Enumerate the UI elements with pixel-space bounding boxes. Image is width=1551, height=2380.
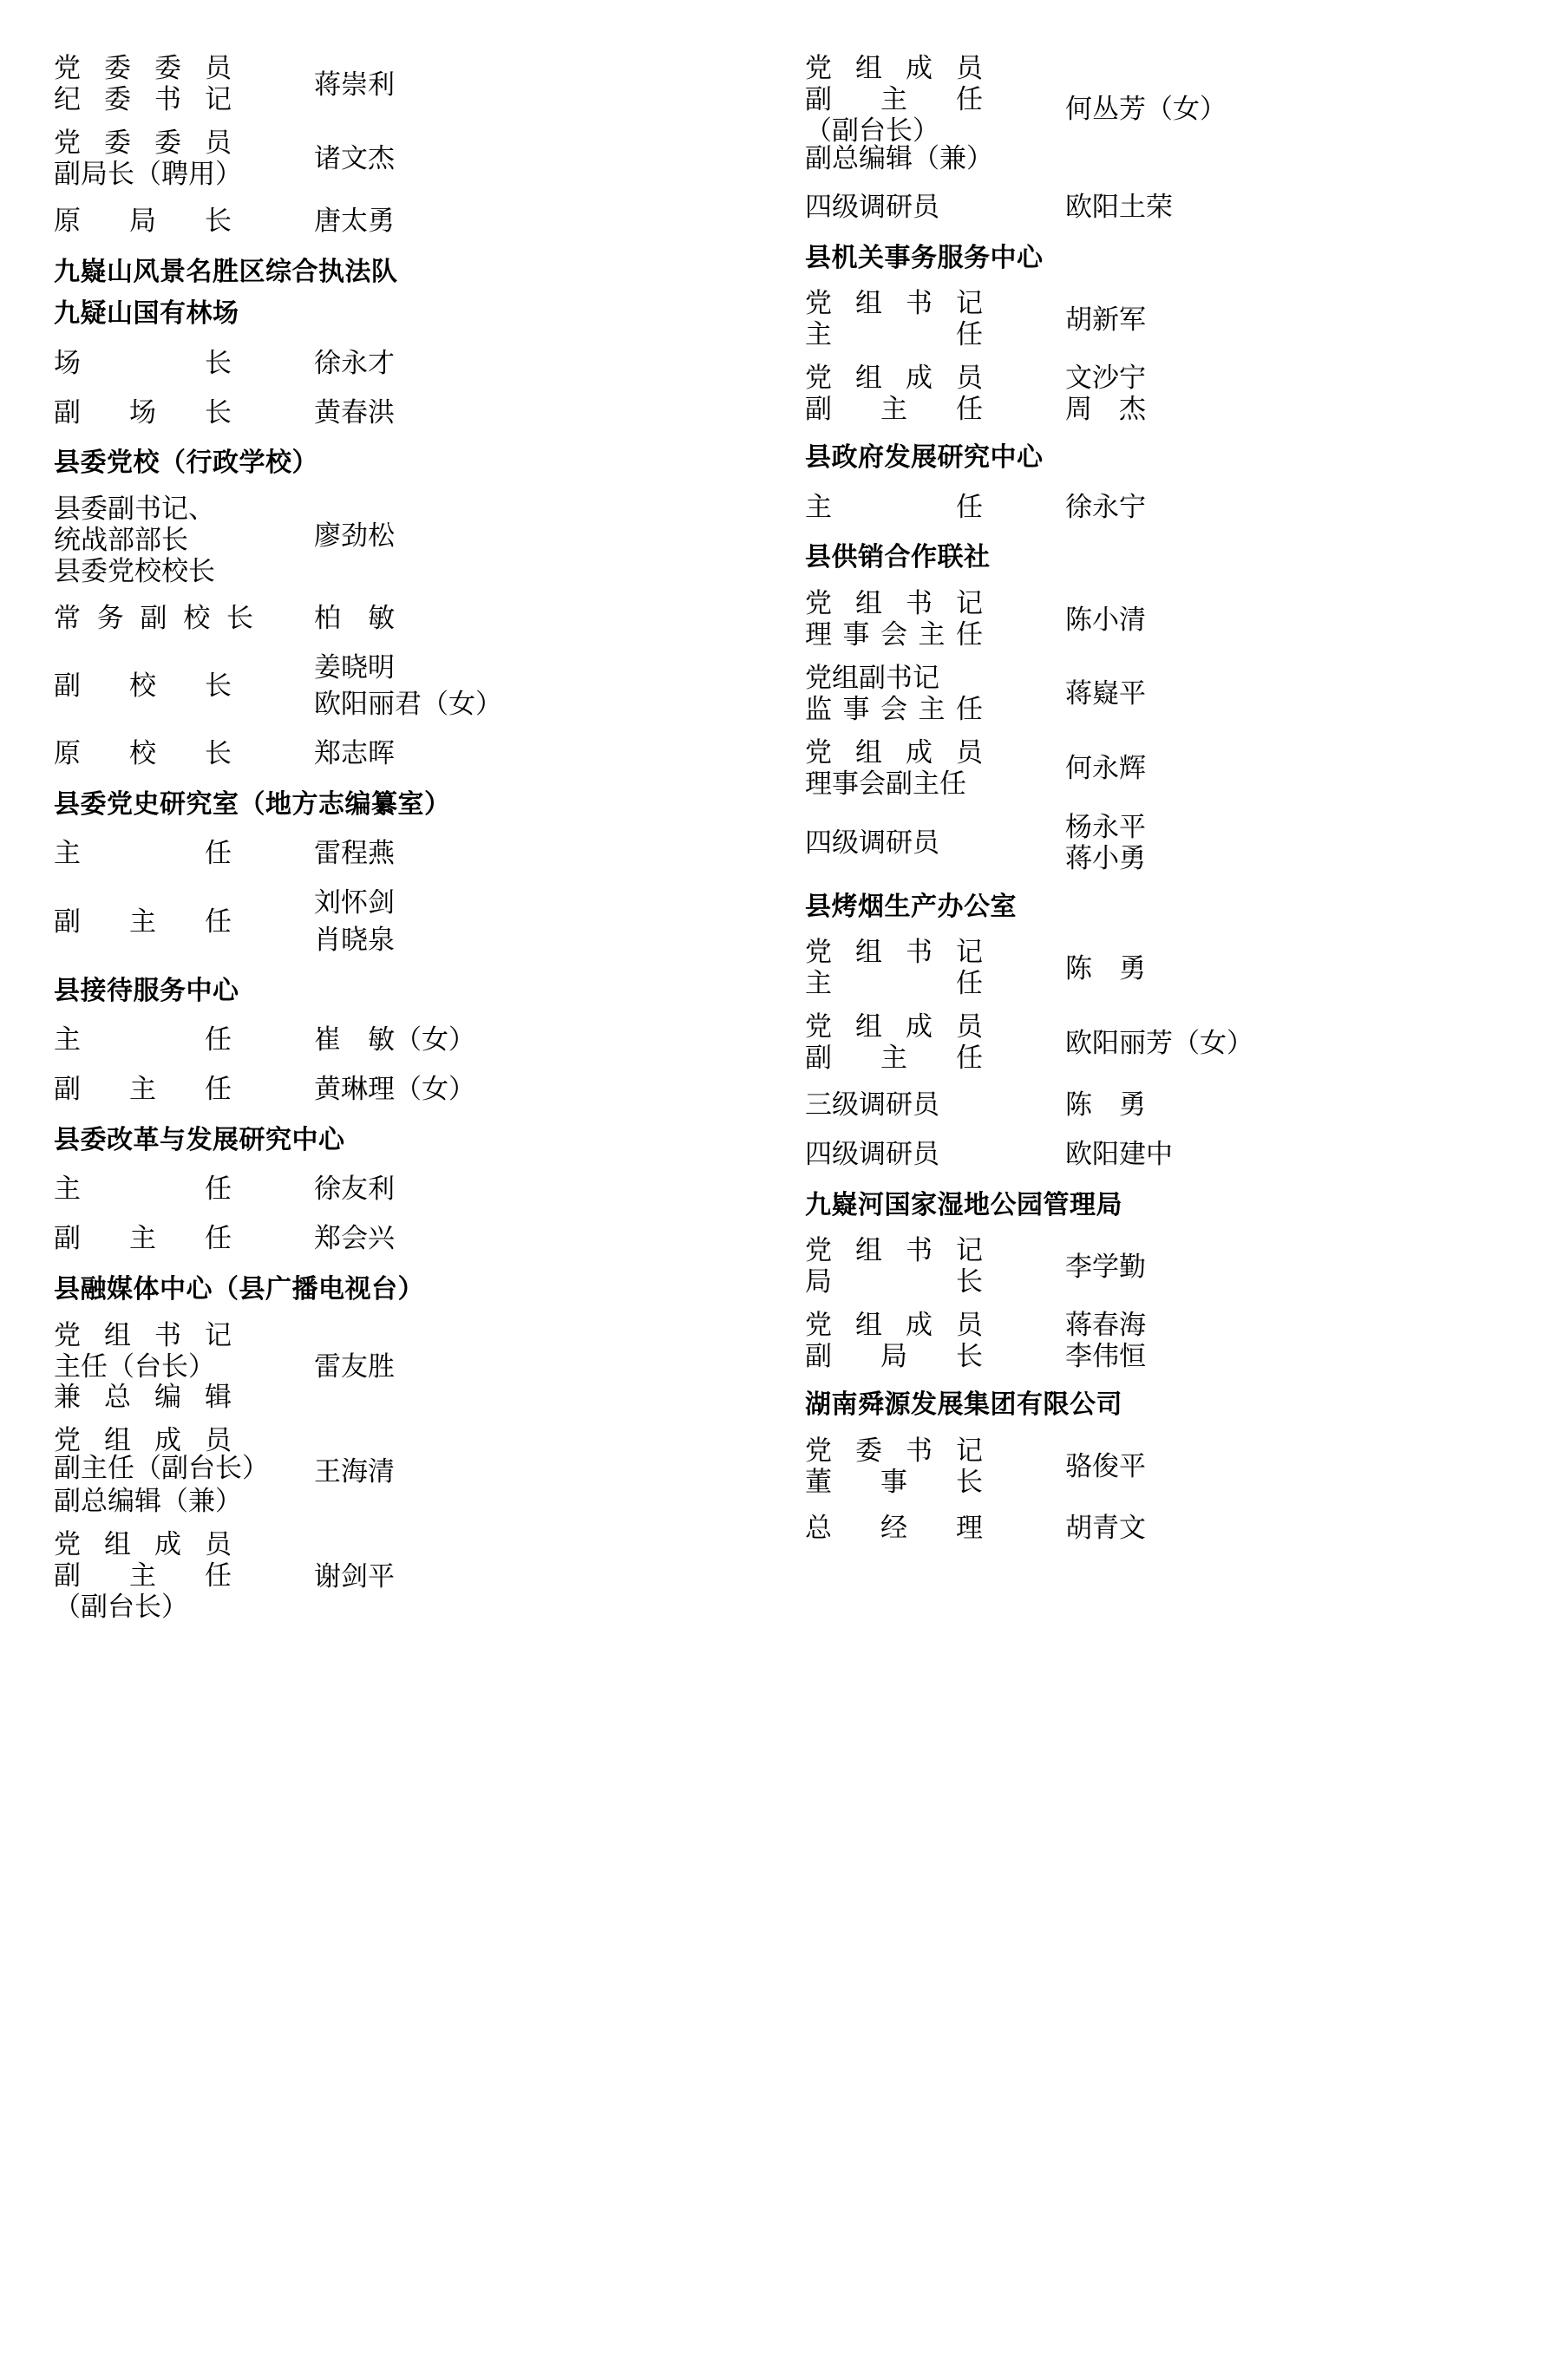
person-name: 杨永平 [1065,811,1146,843]
person-name: 肖晓泉 [314,924,395,956]
roster-entry [54,128,722,191]
entry-names [314,203,395,240]
roster-entry [54,1071,722,1108]
roster-entry [805,1087,1473,1124]
roster-entry [805,738,1473,801]
person-name: 刘怀剑 [314,887,395,919]
entry-titles [54,668,314,705]
roster-entry [805,489,1473,526]
roster-entry [805,1311,1473,1373]
organization-heading: 九嶷山风景名胜区综合执法队 [54,256,398,287]
entry-titles [54,1426,314,1518]
right-column [805,42,1473,1559]
title-line: 党委书记 [805,1435,983,1467]
roster-entry [54,345,722,382]
person-name: 文沙宁 [1065,363,1146,395]
roster-entry [805,363,1473,426]
roster-entry [54,494,722,588]
title-line: 理事会副主任 [805,768,966,800]
two-column-layout [54,42,1497,2345]
title-line: 四级调研员 [805,827,939,860]
person-name: 徐永宁 [1065,491,1146,523]
roster-entry [805,1012,1473,1075]
entry-names [314,1454,395,1491]
person-name: 何永辉 [1065,753,1146,785]
entry-names [314,395,395,432]
title-line: 场长 [54,347,232,379]
entry-names [1065,750,1146,788]
title-line: 党组成员 [805,736,983,768]
entry-titles [805,189,1065,226]
entry-names [1065,91,1227,128]
entry-names [314,600,395,638]
entry-names [1065,602,1146,639]
entry-titles [54,1071,314,1108]
entry-names [1065,1136,1173,1174]
entry-titles [54,203,314,240]
title-line: 副总编辑（兼） [54,1486,242,1518]
entry-titles [805,825,1065,862]
person-name: 陈小清 [1065,604,1146,636]
person-name: 郑会兴 [314,1223,395,1255]
person-name: 柏 敏 [314,602,395,634]
title-line: 党组成员 [805,363,983,395]
organization-heading: 县委党校（行政学校） [54,448,318,479]
entry-titles [805,664,1065,726]
entry-titles [54,835,314,873]
roster-entry [805,589,1473,651]
person-name: 唐太勇 [314,205,395,237]
person-name: 雷友胜 [314,1351,395,1383]
entry-titles [54,395,314,432]
title-line: 副主任（副台长） [54,1453,269,1485]
person-name: 王海清 [314,1455,395,1488]
roster-entry [54,54,722,116]
person-name: 徐友利 [314,1174,395,1206]
roster-entry [805,664,1473,726]
person-name: 李伟恒 [1065,1341,1146,1372]
entry-titles [805,1236,1065,1298]
roster-entry [54,1022,722,1059]
person-name: 欧阳丽芳（女） [1065,1027,1253,1059]
roster-entry [805,1436,1473,1499]
entry-names [1065,813,1146,875]
person-name: 李学勤 [1065,1251,1146,1283]
title-line: 副主任 [805,394,983,426]
roster-entry [54,1171,722,1208]
title-line: 副校长 [54,670,232,702]
person-name: 郑志晖 [314,738,395,770]
person-name: 徐永才 [314,347,395,379]
entry-titles [805,589,1065,651]
person-name: 诸文杰 [314,143,395,175]
entry-titles [54,1171,314,1208]
entry-titles [805,54,1065,177]
person-name: 谢剑平 [314,1560,395,1592]
title-line: 主任 [805,319,983,351]
entry-titles [805,363,1065,426]
title-line: 原校长 [54,738,232,770]
title-line: 副主任 [805,83,983,115]
entry-titles [805,1436,1065,1499]
organization-heading: 县委党史研究室（地方志编纂室） [54,788,451,820]
title-line: 主任 [805,491,983,523]
entry-names [1065,302,1146,339]
entry-names [314,1071,475,1108]
title-line: 统战部部长 [54,524,188,556]
title-line: 党组书记 [805,937,983,969]
roster-entry [54,395,722,432]
title-line: 县委副书记、 [54,493,215,525]
entry-names [1065,1249,1146,1286]
person-name: 陈 勇 [1065,1089,1146,1121]
person-name: 骆俊平 [1065,1451,1146,1483]
roster-entry [805,813,1473,875]
person-name: 蒋小勇 [1065,842,1146,874]
person-name: 蒋春海 [1065,1310,1146,1342]
organization-heading: 县接待服务中心 [54,975,239,1006]
organization-heading: 县委改革与发展研究中心 [54,1124,345,1155]
person-name: 雷程燕 [314,838,395,870]
entry-titles [805,1087,1065,1124]
entry-names [1065,676,1146,713]
title-line: 党委委员 [54,127,232,159]
person-name: 崔 敏（女） [314,1024,475,1056]
entry-names [314,141,395,178]
person-name: 蒋崇利 [314,69,395,101]
person-name: 廖劲松 [314,520,395,552]
title-line: 党组书记 [54,1319,232,1351]
entry-titles [54,54,314,116]
title-line: 党组成员 [805,1011,983,1043]
title-line: 党组书记 [805,288,983,320]
roster-entry [54,203,722,240]
title-line: 兼总编辑 [54,1382,232,1414]
entry-names [314,650,502,724]
title-line: 副局长 [805,1341,983,1372]
title-line: （副台长） [54,1592,188,1624]
entry-names [1065,1448,1146,1486]
title-line: 主任 [805,968,983,1000]
person-name: 蒋嶷平 [1065,678,1146,710]
organization-heading: 县烤烟生产办公室 [805,891,1017,922]
entry-titles [54,1022,314,1059]
entry-names [314,1349,395,1386]
title-line: 副主任 [54,1074,232,1106]
roster-entry [54,736,722,773]
title-line: 常务副校长 [54,602,253,634]
entry-names [1065,951,1146,988]
title-line: 副场长 [54,396,232,428]
entry-titles [805,738,1065,801]
person-name: 欧阳建中 [1065,1138,1173,1170]
person-name: 何丛芳（女） [1065,93,1227,125]
person-name: 周 杰 [1065,394,1146,426]
title-line: 副局长（聘用） [54,158,242,190]
entry-names [314,835,395,873]
entry-names [1065,1025,1253,1062]
roster-entry [805,1236,1473,1298]
title-line: 党组书记 [805,1235,983,1267]
entry-names [1065,1087,1146,1124]
title-line: 党委委员 [54,53,232,84]
entry-names [314,1220,395,1258]
entry-titles [54,600,314,638]
roster-entry [805,1136,1473,1174]
title-line: 党组成员 [805,1310,983,1342]
person-name: 黄琳理（女） [314,1074,475,1106]
organization-heading: 县政府发展研究中心 [805,442,1044,474]
title-line: 副主任 [54,1560,232,1592]
roster-entry [54,1426,722,1518]
person-name: 欧阳土荣 [1065,191,1173,223]
entry-titles [54,128,314,191]
title-line: 党组副书记 [805,662,939,694]
entry-titles [54,904,314,941]
entry-names [314,1559,395,1596]
title-line: 副主任 [54,1223,232,1255]
title-line: 副总编辑（兼） [805,142,993,174]
entry-names [1065,489,1146,526]
roster-entry [805,1510,1473,1547]
entry-titles [54,736,314,773]
roster-entry [805,289,1473,351]
organization-heading: 湖南舜源发展集团有限公司 [805,1389,1122,1420]
title-line: 理事会主任 [805,618,983,651]
roster-entry [54,1220,722,1258]
entry-names [314,736,395,773]
roster-entry [805,189,1473,226]
entry-names [314,345,395,382]
organization-heading: 县供销合作联社 [805,542,991,573]
roster-entry [54,600,722,638]
entry-titles [805,1136,1065,1174]
organization-heading: 县融媒体中心（县广播电视台） [54,1273,424,1304]
person-name: 姜晓明 [314,651,395,683]
title-line: 党组书记 [805,587,983,619]
entry-titles [805,289,1065,351]
title-line: 四级调研员 [805,1138,939,1170]
title-line: 三级调研员 [805,1089,939,1121]
entry-names [314,1171,395,1208]
organization-heading: 九疑山国有林场 [54,298,239,330]
entry-names [1065,1311,1146,1373]
entry-titles [54,494,314,588]
entry-titles [805,1510,1065,1547]
title-line: 副主任 [805,1043,983,1075]
title-line: 董事长 [805,1466,983,1498]
title-line: （副台长） [805,114,939,147]
roster-entry [54,835,722,873]
organization-heading: 九嶷河国家湿地公园管理局 [805,1189,1122,1220]
title-line: 主任 [54,1024,232,1056]
person-name: 胡青文 [1065,1513,1146,1545]
roster-entry [54,650,722,724]
roster-entry [54,1321,722,1415]
entry-titles [805,1012,1065,1075]
person-name: 欧阳丽君（女） [314,689,502,721]
title-line: 副主任 [54,906,232,938]
entry-names [1065,189,1173,226]
roster-entry [54,885,722,959]
entry-names [1065,363,1146,426]
title-line: 主任（台长） [54,1350,215,1383]
roster-entry [805,54,1473,177]
title-line: 主任 [54,838,232,870]
title-line: 县委党校校长 [54,555,215,587]
entry-names [1065,1510,1146,1547]
title-line: 党组成员 [805,53,983,84]
entry-names [314,518,395,555]
title-line: 党组成员 [54,1529,232,1561]
organization-heading: 县机关事务服务中心 [805,242,1044,273]
left-column [54,42,722,1636]
person-name: 胡新军 [1065,304,1146,336]
roster-entry [54,1530,722,1624]
entry-names [314,885,395,959]
person-name: 黄春洪 [314,396,395,428]
entry-names [314,1022,475,1059]
title-line: 主任 [54,1174,232,1206]
person-name: 陈 勇 [1065,952,1146,984]
entry-titles [805,938,1065,1000]
entry-titles [805,1311,1065,1373]
entry-names [314,67,395,104]
entry-titles [54,1530,314,1624]
entry-titles [54,345,314,382]
entry-titles [54,1321,314,1415]
title-line: 总经理 [805,1513,983,1545]
title-line: 监事会主任 [805,693,983,725]
title-line: 纪委书记 [54,83,232,115]
title-line: 原局长 [54,205,232,237]
title-line: 四级调研员 [805,191,939,223]
entry-titles [54,1220,314,1258]
title-line: 局长 [805,1266,983,1298]
title-line: 党组成员 [54,1425,232,1457]
entry-titles [805,489,1065,526]
roster-entry [805,938,1473,1000]
